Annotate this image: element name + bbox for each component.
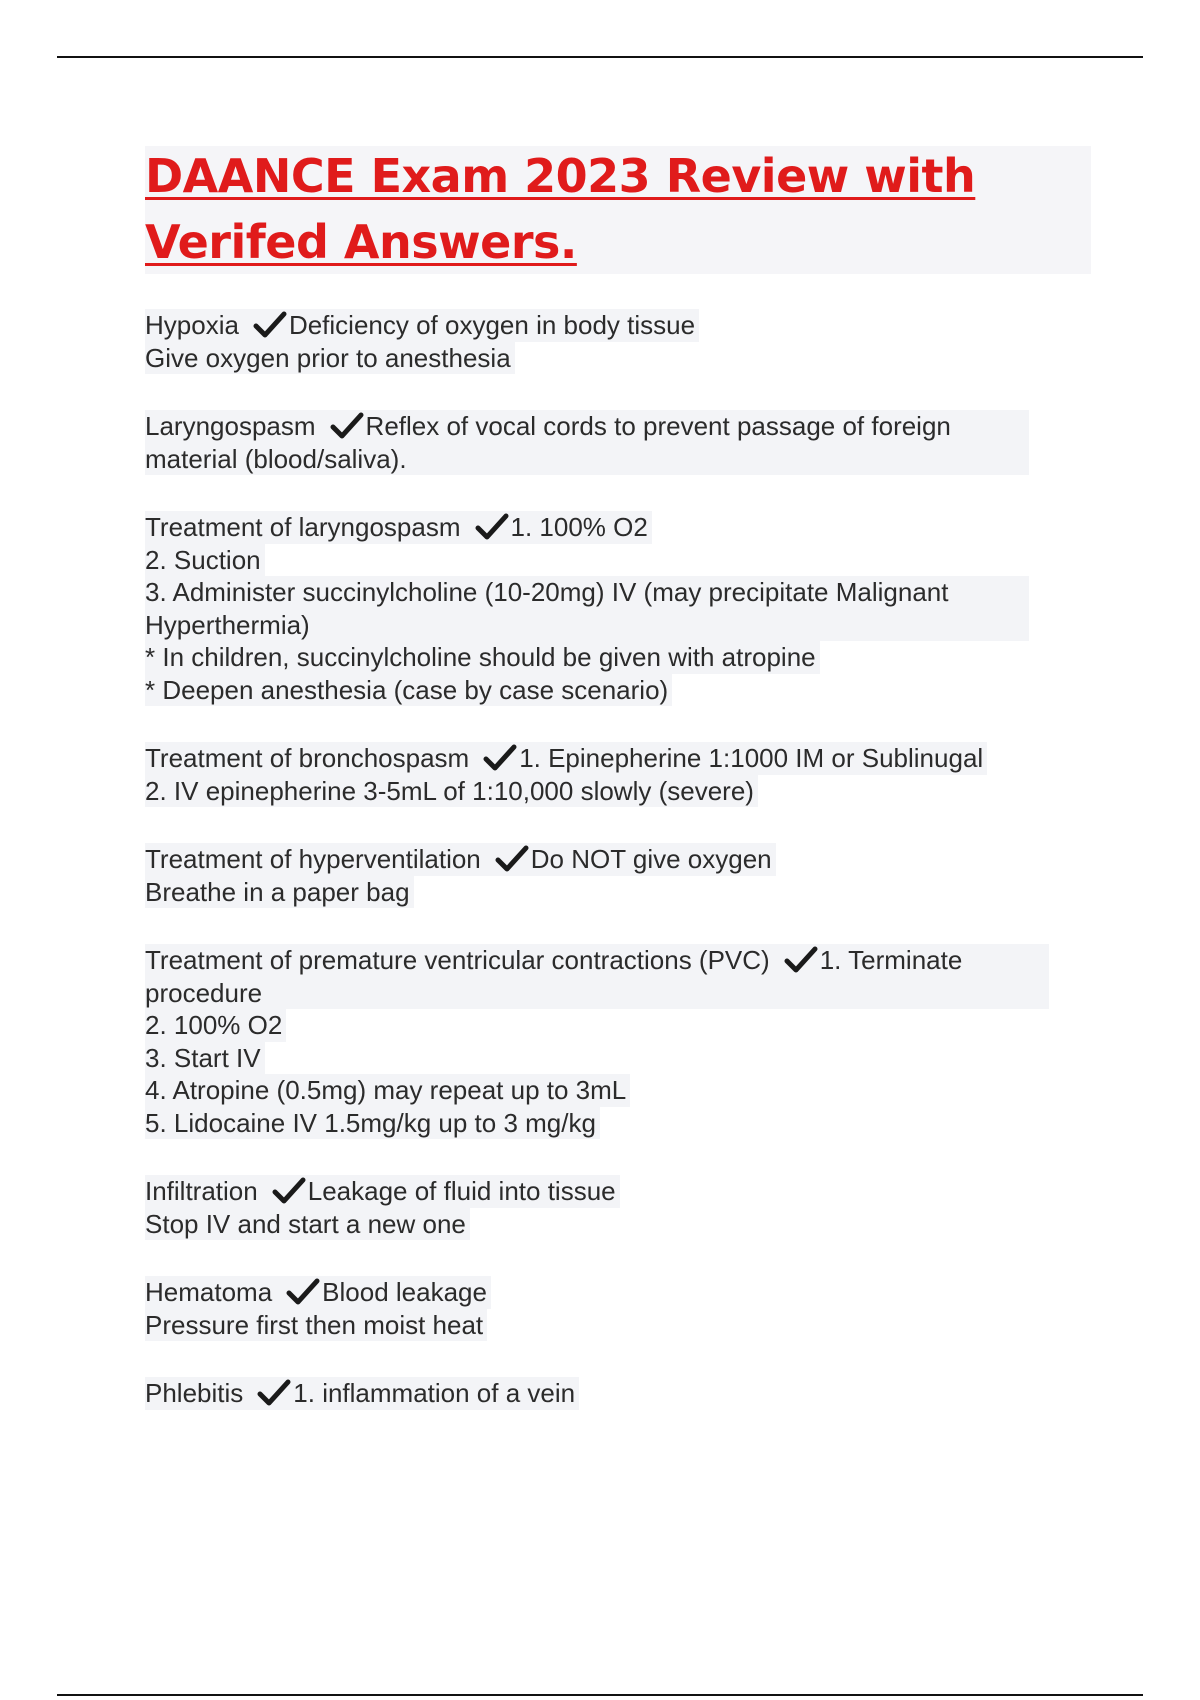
bottom-rule xyxy=(57,1694,1143,1696)
title-block xyxy=(145,146,1091,274)
checkmark-icon xyxy=(253,311,287,339)
entry-detail-line: Pressure first then moist heat xyxy=(145,1309,487,1342)
entry-term: Treatment of hyperventilation xyxy=(145,844,481,874)
entry-answer: Blood leakage xyxy=(322,1277,487,1307)
entry-first-line xyxy=(145,742,987,775)
entry-answer: 1. Epinepherine 1:1000 IM or Sublinugal xyxy=(519,743,984,773)
entry-detail-line: 2. Suction xyxy=(145,544,265,577)
entry-first-line xyxy=(145,309,699,342)
document-title: DAANCE Exam 2023 Review with Verifed Answers. xyxy=(145,149,976,269)
checkmark-icon xyxy=(257,1379,291,1407)
checkmark-icon xyxy=(784,946,818,974)
entry-detail-line: Stop IV and start a new one xyxy=(145,1208,470,1241)
entry-first-line xyxy=(145,843,776,876)
flashcard-list xyxy=(145,309,1095,1446)
entry-first-line xyxy=(145,410,1029,475)
entry-term: Treatment of laryngospasm xyxy=(145,512,461,542)
entry-answer: Leakage of fluid into tissue xyxy=(307,1176,616,1206)
entry-first-line xyxy=(145,1175,620,1208)
entry-answer: 1. inflammation of a vein xyxy=(293,1378,576,1408)
entry-detail-line: 2. IV epinepherine 3-5mL of 1:10,000 slowly (severe) xyxy=(145,775,758,808)
entry-answer: 1. Terminate procedure xyxy=(145,945,963,1008)
flashcard-entry xyxy=(145,1276,1095,1341)
entry-term: Hematoma xyxy=(145,1277,273,1307)
entry-detail-line: * Deepen anesthesia (case by case scenario) xyxy=(145,674,672,707)
entry-first-line xyxy=(145,1276,491,1309)
checkmark-icon xyxy=(483,744,517,772)
entry-first-line xyxy=(145,1377,579,1410)
entry-first-line xyxy=(145,944,1049,1009)
entry-answer: Do NOT give oxygen xyxy=(530,844,772,874)
checkmark-icon xyxy=(272,1177,306,1205)
top-rule xyxy=(57,56,1143,58)
flashcard-entry xyxy=(145,742,1095,807)
entry-detail-line: 4. Atropine (0.5mg) may repeat up to 3mL xyxy=(145,1074,630,1107)
entry-term: Treatment of premature ventricular contractions (PVC) xyxy=(145,945,770,975)
entry-detail-line: 2. 100% O2 xyxy=(145,1009,286,1042)
flashcard-entry xyxy=(145,1175,1095,1240)
entry-answer: Reflex of vocal cords to prevent passage of foreign material (blood/saliva). xyxy=(145,411,951,474)
flashcard-entry xyxy=(145,1377,1095,1410)
entry-term: Laryngospasm xyxy=(145,411,316,441)
entry-term: Phlebitis xyxy=(145,1378,244,1408)
entry-term: Treatment of bronchospasm xyxy=(145,743,470,773)
flashcard-entry xyxy=(145,511,1095,706)
entry-detail-line: 3. Start IV xyxy=(145,1042,265,1075)
flashcard-entry xyxy=(145,309,1095,374)
entry-first-line xyxy=(145,511,652,544)
checkmark-icon xyxy=(286,1278,320,1306)
checkmark-icon xyxy=(475,513,509,541)
entry-detail-line: Breathe in a paper bag xyxy=(145,876,414,909)
flashcard-entry xyxy=(145,410,1095,475)
entry-answer: Deficiency of oxygen in body tissue xyxy=(288,310,696,340)
entry-term: Infiltration xyxy=(145,1176,258,1206)
entry-detail-line: Give oxygen prior to anesthesia xyxy=(145,342,515,375)
entry-detail-line: * In children, succinylcholine should be given with atropine xyxy=(145,641,820,674)
flashcard-entry xyxy=(145,843,1095,908)
entry-detail-line: 5. Lidocaine IV 1.5mg/kg up to 3 mg/kg xyxy=(145,1107,600,1140)
entry-term: Hypoxia xyxy=(145,310,239,340)
entry-answer: 1. 100% O2 xyxy=(510,512,648,542)
checkmark-icon xyxy=(330,412,364,440)
flashcard-entry xyxy=(145,944,1095,1139)
entry-detail-line: 3. Administer succinylcholine (10-20mg) IV (may precipitate Malignant Hyperthermia) xyxy=(145,576,1029,641)
checkmark-icon xyxy=(495,845,529,873)
